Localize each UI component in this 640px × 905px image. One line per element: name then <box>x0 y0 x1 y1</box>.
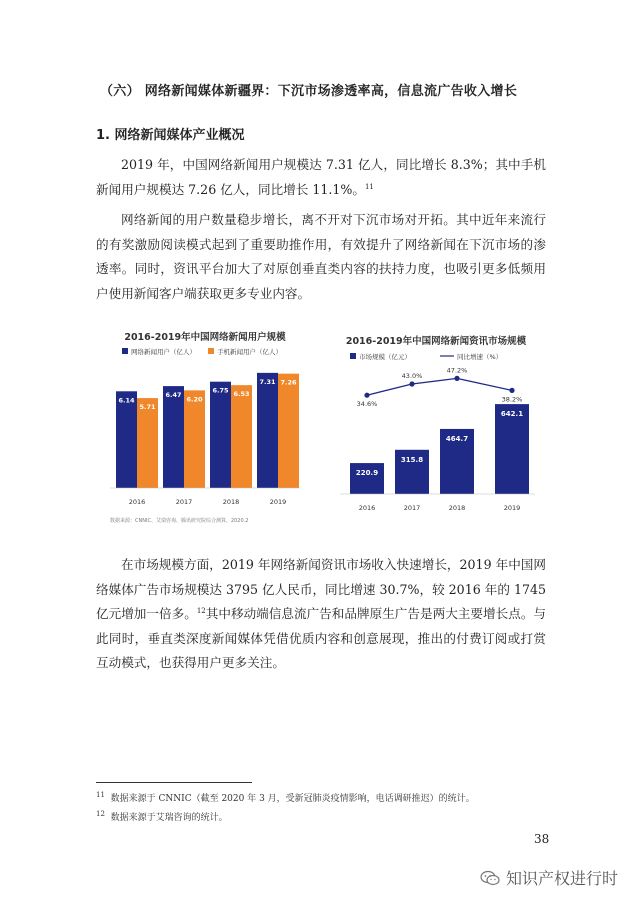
paragraph-2-text: 网络新闻的用户数量稳步增长，离不开对下沉市场对开拓。其中近年来流行的有奖激励阅读模式起到了重要助推作用，有效提升了网络新闻在下沉市场的渗透率。同时，资讯平台加大了对原创垂直类内容的扶持力度，也吸引更多低频用户使用新闻客户端获取更多专业内容。 <box>96 212 546 301</box>
footnote-ref-12[interactable]: 12 <box>196 607 206 615</box>
paragraph-3-text-a: 在市场规模方面，2019 年网络新闻资讯市场收入快速增长，2019 年中国网络媒体广告市场规模达 3795 亿人民币，同比增速 30.7%，较 2016 年的 1745 亿元增加一倍多。 <box>96 557 546 622</box>
chart2-bar-label: 315.8 <box>400 455 424 464</box>
footnote-11 <box>96 791 475 804</box>
market-scale-chart <box>330 326 542 526</box>
chart1-bar-2016-1 <box>137 398 158 488</box>
chart1-tick-2016: 2016 <box>128 498 146 506</box>
chart1-tick-2018: 2018 <box>222 498 240 506</box>
chart1-tick-2017: 2017 <box>175 498 193 506</box>
chart1-legend-online: 网络新闻用户（亿人） <box>131 348 196 356</box>
legend-swatch-online <box>122 348 128 354</box>
watermark-text: 知识产权进行时 <box>506 869 619 888</box>
chart2-growth-label: 47.2% <box>446 366 468 375</box>
chart1-bar-2016-0 <box>116 391 137 488</box>
footnote-11-num: 11 <box>96 791 105 799</box>
chart2-growth-point <box>409 381 414 386</box>
chart2-tick-2019: 2019 <box>503 504 521 512</box>
chart1-legend-mobile: 手机新闻用户（亿人） <box>217 348 282 356</box>
chart1-title: 2016-2019年中国网络新闻用户规模 <box>124 332 286 343</box>
chart2-legend-growth: 同比增速（%） <box>457 353 503 361</box>
chart2-bar-label: 642.1 <box>500 410 524 419</box>
page-number: 38 <box>534 832 550 846</box>
chart2-growth-point <box>454 376 459 381</box>
chart1-value-label: 6.53 <box>233 390 250 399</box>
chart1-value-label: 6.20 <box>186 395 203 404</box>
chart2-growth-point <box>364 393 369 398</box>
chart2-tick-2018: 2018 <box>448 504 466 512</box>
footnote-ref-11[interactable]: 11 <box>364 182 374 191</box>
chart1-tick-2019: 2019 <box>269 498 287 506</box>
chart1-value-label: 7.26 <box>280 378 297 387</box>
chart2-tick-2016: 2016 <box>358 504 376 512</box>
chart2-tick-2017: 2017 <box>403 504 421 512</box>
footnote-divider <box>96 782 252 783</box>
chart1-source: 数据来源：CNNIC、艾瑞咨询、腾讯研究院综合测算，2020.2 <box>110 518 249 524</box>
chart2-legend-market: 市场规模（亿元） <box>359 353 411 361</box>
chart1-value-label: 7.31 <box>259 377 276 386</box>
user-scale-chart <box>100 326 310 526</box>
chart2-growth-point <box>509 388 514 393</box>
chart1-value-label: 6.75 <box>212 386 229 395</box>
footnote-12-text: 数据来源于艾瑞咨询的统计。 <box>110 813 228 823</box>
chart1-value-label: 6.14 <box>118 396 135 405</box>
paragraph-3 <box>96 553 546 676</box>
chart1-bar-2017-1 <box>184 390 205 488</box>
chart2-bar-label: 220.9 <box>355 469 379 478</box>
subsection-title: 1. 网络新闻媒体产业概况 <box>96 128 245 143</box>
watermark <box>480 866 618 889</box>
chart2-title: 2016-2019年中国网络新闻资讯市场规模 <box>345 336 527 347</box>
chart1-bar-2017-0 <box>163 386 184 488</box>
paragraph-1-text: 2019 年，中国网络新闻用户规模达 7.31 亿人，同比增长 8.3%；其中手机新闻用户规模达 7.26 亿人，同比增长 11.1%。 <box>96 157 546 197</box>
legend-swatch-market <box>350 353 356 359</box>
wechat-icon <box>480 870 500 886</box>
chart2-bar-2016 <box>350 463 384 494</box>
chart2-growth-label: 38.2% <box>501 395 523 404</box>
chart1-bar-2019-1 <box>278 374 299 488</box>
paragraph-3-text-b: 其中移动端信息流广告和品牌原生广告是两大主要增长点。与此同时，垂直类深度新闻媒体凭借优质内容和创意展现，推出的付费订阅或打赏互动模式，也获得用户更多关注。 <box>96 606 547 671</box>
chart2-growth-label: 34.6% <box>356 400 378 409</box>
footnote-11-text: 数据来源于 CNNIC（截至 2020 年 3 月，受新冠肺炎疫情影响，电话调研推迟）的统计。 <box>110 794 475 804</box>
footnote-12-num: 12 <box>96 810 105 818</box>
footnote-12 <box>96 810 228 823</box>
chart1-value-label: 6.47 <box>165 391 182 400</box>
chart2-growth-label: 43.0% <box>401 372 423 380</box>
paragraph-2 <box>96 208 546 306</box>
chart1-bar-2018-1 <box>231 385 252 488</box>
chart1-value-label: 5.71 <box>139 403 156 412</box>
chart2-bar-label: 464.7 <box>445 434 469 443</box>
chart1-bar-2018-0 <box>210 382 231 488</box>
legend-swatch-mobile <box>208 348 214 354</box>
paragraph-1 <box>96 153 546 202</box>
section-title: （六） 网络新闻媒体新疆界：下沉市场渗透率高，信息流广告收入增长 <box>100 84 518 99</box>
chart1-bar-2019-0 <box>257 373 278 488</box>
